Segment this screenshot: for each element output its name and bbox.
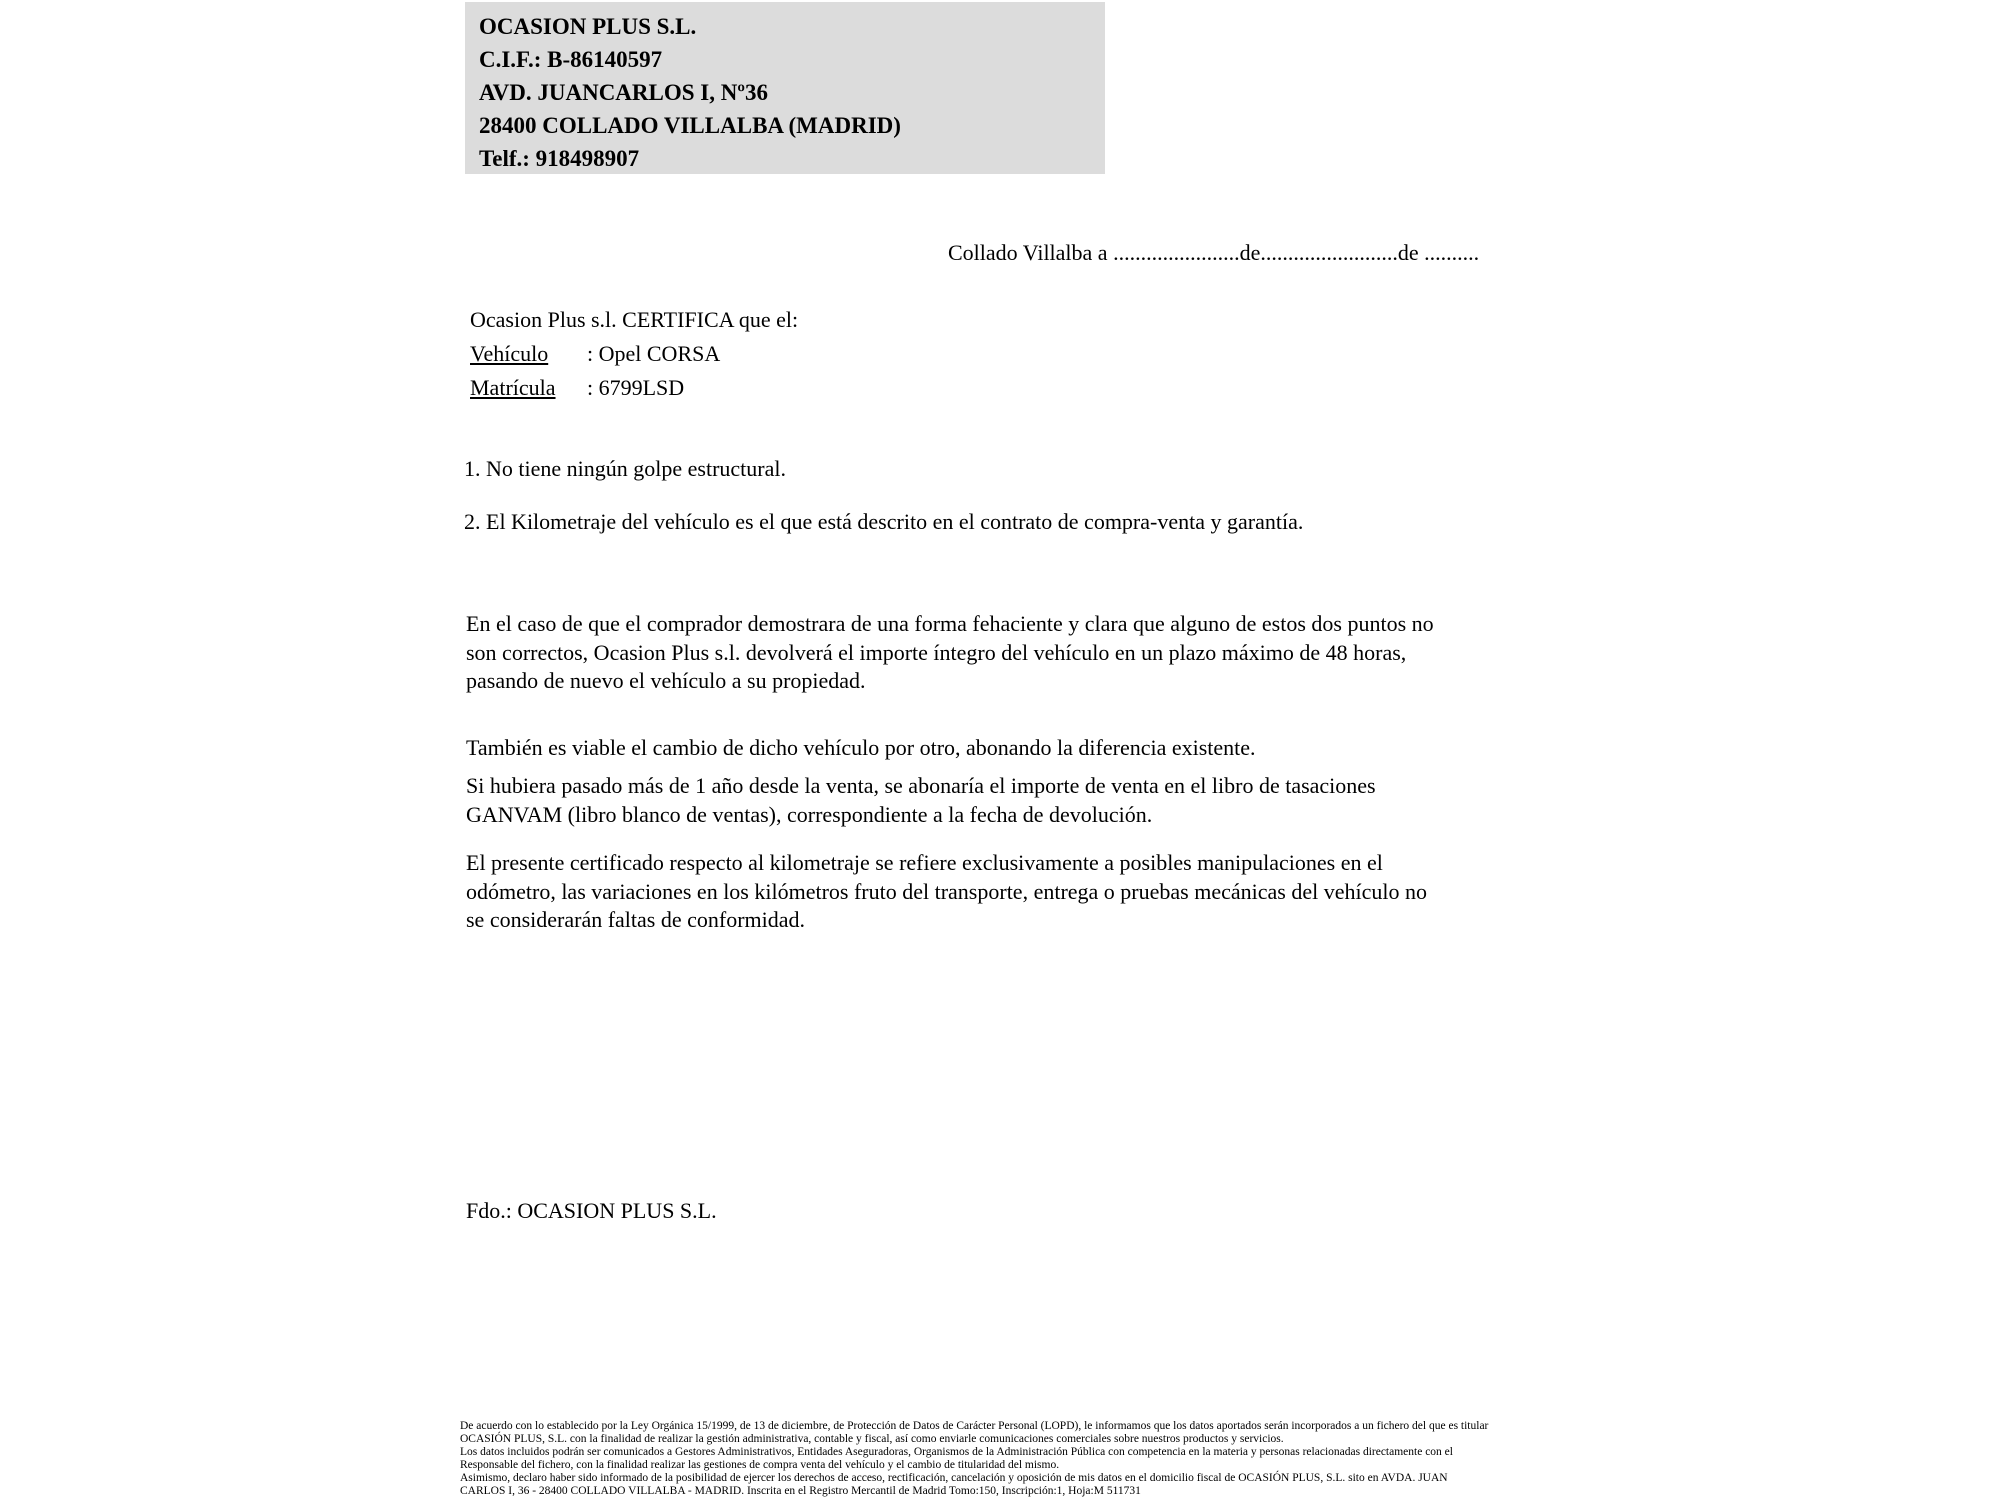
paragraph-line: El presente certificado respecto al kilometraje se refiere exclusivamente a posibles manipulaciones en el: [466, 850, 1383, 875]
certification-intro: Ocasion Plus s.l. CERTIFICA que el:: [470, 307, 799, 332]
body-paragraph-ganvam: [466, 772, 1376, 829]
body-paragraph-odometer: [466, 849, 1427, 935]
company-city: 28400 COLLADO VILLALBA (MADRID): [479, 113, 901, 138]
signature-line: Fdo.: OCASION PLUS S.L.: [466, 1198, 717, 1223]
vehicle-field-value: : Opel CORSA: [587, 341, 721, 366]
company-name: OCASION PLUS S.L.: [479, 14, 697, 39]
vehicle-field-row: [470, 337, 798, 371]
company-phone: Telf.: 918498907: [479, 146, 640, 171]
paragraph-line: pasando de nuevo el vehículo a su propiedad.: [466, 668, 866, 693]
legal-footer: [460, 1420, 1488, 1497]
footer-line: CARLOS I, 36 - 28400 COLLADO VILLALBA - MADRID. Inscrita en el Registro Mercantil de Madrid Tomo:150, Inscripción:1, Hoja:M 511731: [460, 1484, 1141, 1497]
paragraph-line: En el caso de que el comprador demostrara de una forma fehaciente y clara que alguno de estos dos puntos no: [466, 611, 1434, 636]
date-blank-line: Collado Villalba a .......................de.........................de ..........: [948, 240, 1480, 265]
company-header-box: [465, 2, 1105, 174]
footer-line: Los datos incluidos podrán ser comunicados a Gestores Administrativos, Entidades Aseguradoras, Organismos de la Administración Pública con competencia en la materia y personas relacionadas directamente con el: [460, 1445, 1453, 1458]
paragraph-line: se considerarán faltas de conformidad.: [466, 907, 806, 932]
certification-block: [470, 303, 798, 405]
paragraph-line: son correctos, Ocasion Plus s.l. devolverá el importe íntegro del vehículo en un plazo máximo de 48 horas,: [466, 639, 1407, 665]
body-paragraph-refund: [466, 610, 1434, 696]
plate-field-value: : 6799LSD: [587, 375, 685, 400]
paragraph-line: GANVAM (libro blanco de ventas), correspondiente a la fecha de devolución.: [466, 801, 1153, 827]
footer-line: OCASIÓN PLUS, S.L. con la finalidad de realizar la gestión administrativa, contable y fiscal, así como enviarle comunicaciones comerciales sobre nuestros productos y servicios.: [460, 1432, 1284, 1445]
paragraph-line: También es viable el cambio de dicho vehículo por otro, abonando la diferencia existente.: [466, 735, 1256, 760]
paragraph-line: odómetro, las variaciones en los kilómetros fruto del transporte, entrega o pruebas mecánicas del vehículo no: [466, 878, 1427, 904]
clause-item-1: 1. No tiene ningún golpe estructural.: [464, 456, 786, 481]
company-cif: C.I.F.: B-86140597: [479, 47, 663, 72]
footer-line: Asimismo, declaro haber sido informado de la posibilidad de ejercer los derechos de acceso, rectificación, cancelación y oposición de mis datos en el domicilio fiscal de OCASIÓN PLUS, S.L. sito en AVDA. JUAN: [460, 1471, 1448, 1484]
plate-field-row: [470, 371, 798, 405]
paragraph-line: Si hubiera pasado más de 1 año desde la venta, se abonaría el importe de venta en el libro de tasaciones: [466, 773, 1376, 798]
footer-line: Responsable del fichero, con la finalidad realizar las gestiones de compra venta del vehículo y el cambio de titularidad del mismo.: [460, 1458, 1060, 1471]
company-address: AVD. JUANCARLOS I, Nº36: [479, 80, 768, 105]
body-paragraph-exchange: [466, 734, 1256, 763]
vehicle-field-label: Vehículo: [470, 341, 549, 366]
footer-line: De acuerdo con lo establecido por la Ley Orgánica 15/1999, de 13 de diciembre, de Protección de Datos de Carácter Personal (LOPD), le informamos que los datos aportados serán incorporados a un fichero del que es titular: [460, 1420, 1489, 1432]
clause-item-2: 2. El Kilometraje del vehículo es el que está descrito en el contrato de compra-venta y garantía.: [464, 509, 1304, 534]
plate-field-label: Matrícula: [470, 375, 556, 400]
